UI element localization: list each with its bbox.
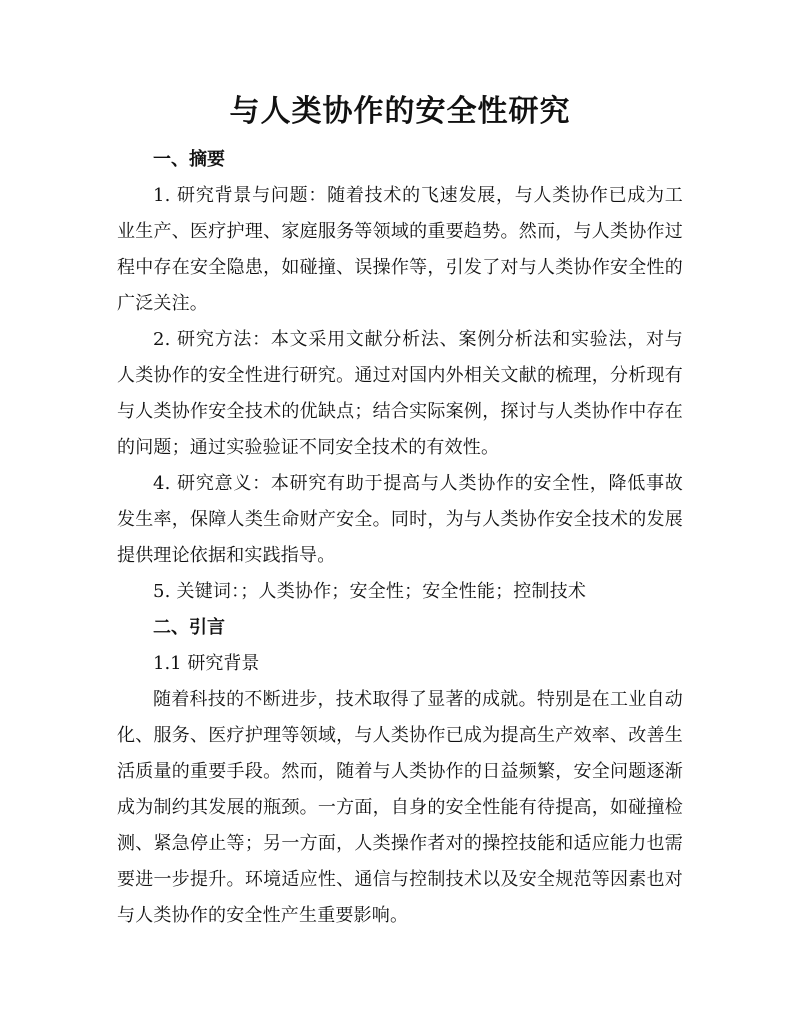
introduction-paragraph-background: 随着科技的不断进步，技术取得了显著的成就。特别是在工业自动化、服务、医疗护理等领域，与人类协作已成为提高生产效率、改善生活质量的重要手段。然而，随着与人类协作的日益频繁，安全问题逐渐成为制约其发展的瓶颈。一方面，自身的安全性能有待提高，如碰撞检测、紧急停止等；另一方面，人类操作者对的操控技能和适应能力也需要进一步提升。环境适应性、通信与控制技术以及安全规范等因素也对与人类协作的安全性产生重要影响。	[117, 689, 683, 926]
abstract-paragraph-methods: 2. 研究方法：本文采用文献分析法、案例分析法和实验法，对与人类协作的安全性进行研究。通过对国内外相关文献的梳理，分析现有与人类协作安全技术的优缺点；结合实际案例，探讨与人类协作中存在的问题；通过实验验证不同安全技术的有效性。	[117, 329, 683, 458]
abstract-paragraph-background: 1. 研究背景与问题：随着技术的飞速发展，与人类协作已成为工业生产、医疗护理、家庭服务等领域的重要趋势。然而，与人类协作过程中存在安全隐患，如碰撞、误操作等，引发了对与人类协作安全性的广泛关注。	[117, 185, 683, 314]
section-heading-abstract: 一、摘要	[153, 149, 225, 170]
abstract-paragraph-significance: 4. 研究意义：本研究有助于提高与人类协作的安全性，降低事故发生率，保障人类生命财产安全。同时，为与人类协作安全技术的发展提供理论依据和实践指导。	[117, 473, 683, 566]
subsection-heading-background: 1.1 研究背景	[153, 653, 260, 674]
section-heading-introduction: 二、引言	[153, 617, 225, 638]
abstract-paragraph-keywords: 5. 关键词：；人类协作；安全性；安全性能；控制技术	[153, 581, 587, 602]
document-page	[117, 86, 683, 934]
document-title: 与人类协作的安全性研究	[229, 94, 571, 129]
